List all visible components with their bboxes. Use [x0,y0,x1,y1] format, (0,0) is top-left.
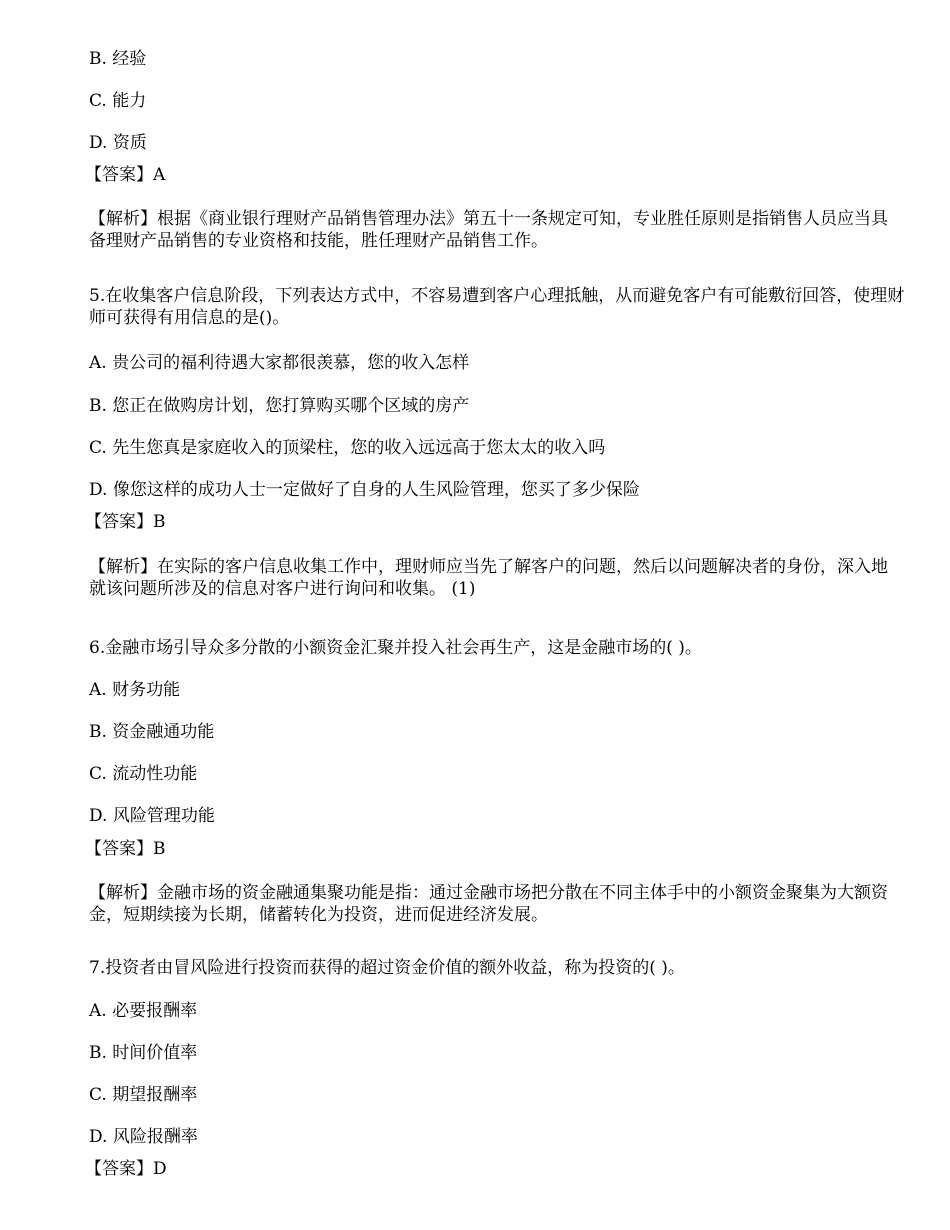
option-a: A. 财务功能 [89,680,181,700]
option-c: C. 流动性功能 [89,764,198,784]
option-a: A. 必要报酬率 [89,1001,198,1021]
option-d: D. 风险报酬率 [89,1127,198,1147]
question-stem: 6.金融市场引导众多分散的小额资金汇聚并投入社会再生产，这是金融市场的( )。 [89,638,702,658]
option-c: C. 期望报酬率 [89,1085,198,1105]
option-d: D. 资质 [89,133,147,153]
option-d: D. 像您这样的成功人士一定做好了自身的人生风险管理，您买了多少保险 [89,480,640,500]
answer: 【答案】A [85,165,166,185]
answer: 【答案】B [85,839,166,859]
analysis: 【解析】金融市场的资金融通集聚功能是指：通过金融市场把分散在不同主体手中的小额资金聚集为大额资金，短期续接为长期，储蓄转化为投资，进而促进经济发展。 [89,883,888,925]
option-a: A. 贵公司的福利待遇大家都很羡慕，您的收入怎样 [89,353,470,373]
option-c: C. 能力 [89,91,147,111]
option-b: B. 资金融通功能 [89,722,215,742]
analysis: 【解析】在实际的客户信息收集工作中，理财师应当先了解客户的问题，然后以问题解决者的身份，深入地就该问题所涉及的信息对客户进行询问和收集。 (1) [89,557,888,599]
analysis: 【解析】根据《商业银行理财产品销售管理办法》第五十一条规定可知，专业胜任原则是指销售人员应当具备理财产品销售的专业资格和技能，胜任理财产品销售工作。 [89,209,888,251]
option-b: B. 您正在做购房计划，您打算购买哪个区域的房产 [89,396,470,416]
answer: 【答案】B [85,512,166,532]
question-stem: 7.投资者由冒风险进行投资而获得的超过资金价值的额外收益，称为投资的( )。 [89,958,685,978]
option-d: D. 风险管理功能 [89,806,215,826]
option-c: C. 先生您真是家庭收入的顶梁柱，您的收入远远高于您太太的收入吗 [89,438,606,458]
option-b: B. 经验 [89,49,147,69]
question-stem: 5.在收集客户信息阶段，下列表达方式中，不容易遭到客户心理抵触，从而避免客户有可能敷衍回答，使理财师可获得有用信息的是()。 [89,286,905,328]
answer: 【答案】D [85,1159,167,1179]
option-b: B. 时间价值率 [89,1043,198,1063]
